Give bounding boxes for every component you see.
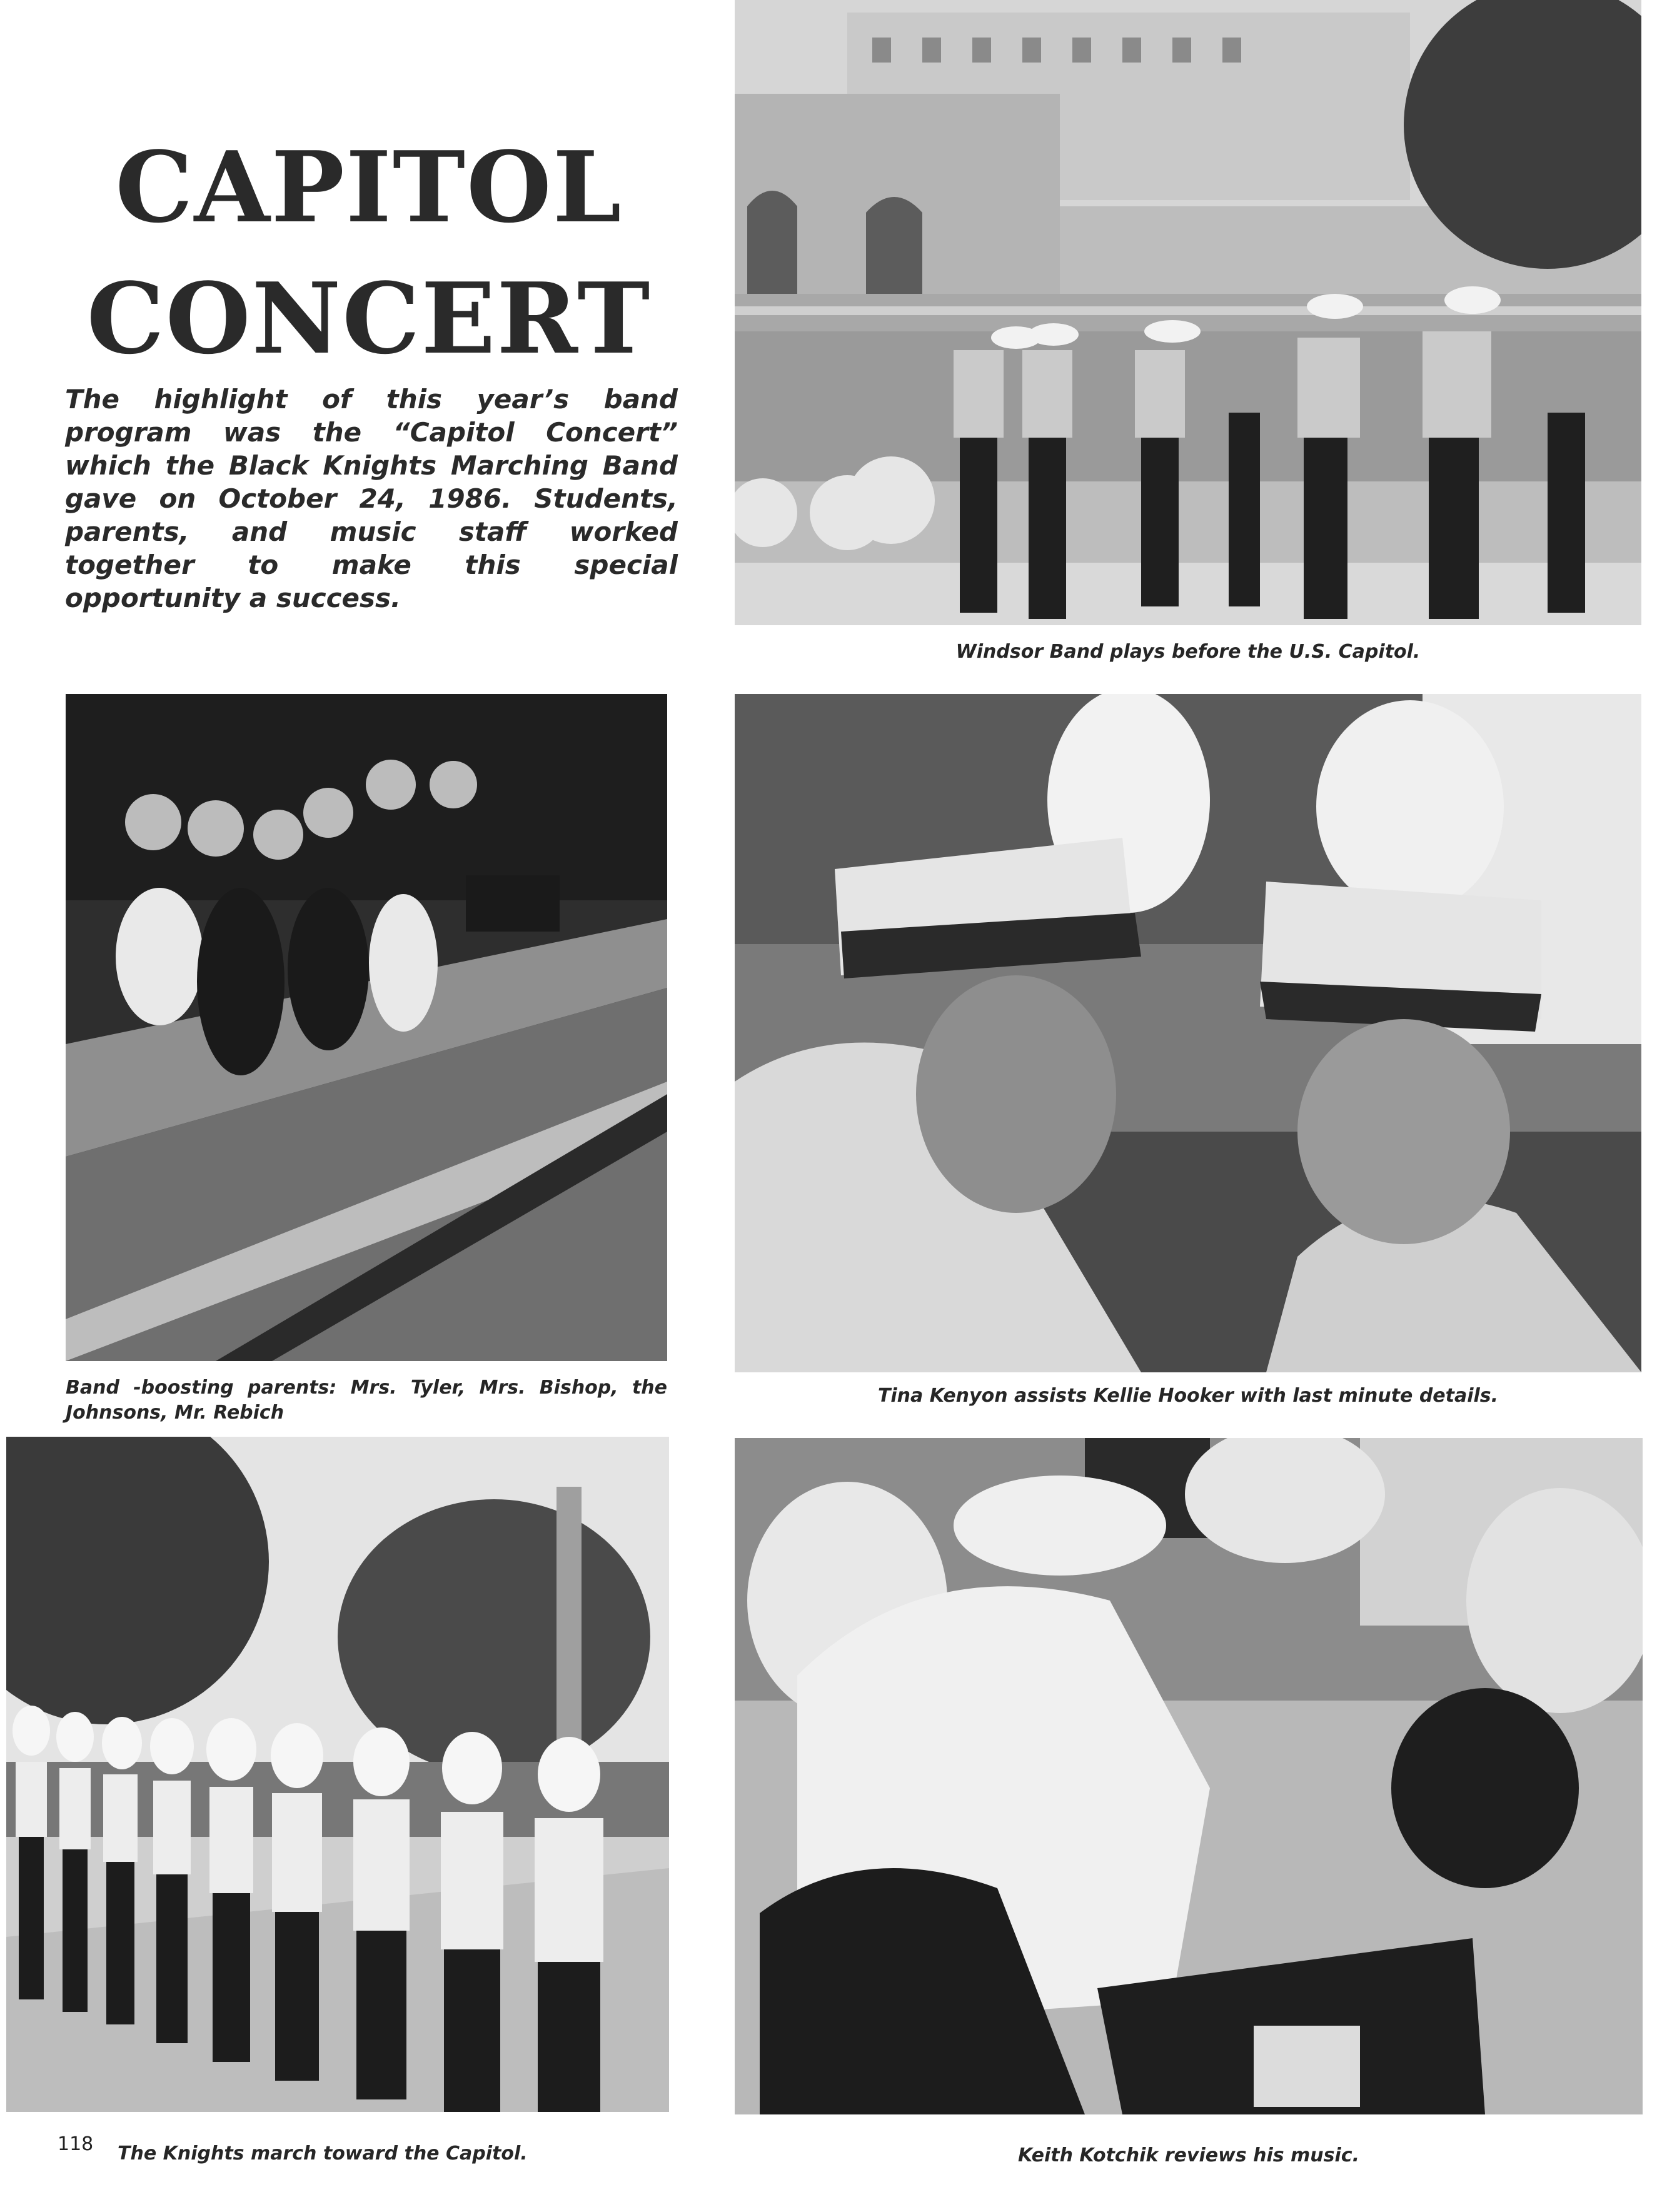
intro-paragraph: The highlight of this year’s band program was the “Capitol Concert” which the Black Knights Marching Band gave on October 24, 1986. Students, parents, and music staff worked together to make this special opportunity a success. <box>65 384 678 613</box>
keith-music-caption: Keith Kotchik reviews his music. <box>1018 2144 1359 2166</box>
parents-photo <box>66 694 667 1361</box>
keith-music-photo <box>735 1438 1643 2114</box>
uniform-assist-photo <box>735 694 1641 1372</box>
page-number: 118 <box>58 2133 94 2155</box>
page-title-line-2: CONCERT <box>86 261 652 376</box>
marching-band-caption: The Knights march toward the Capitol. <box>118 2143 528 2164</box>
page-title-line-1: CAPITOL <box>115 130 623 244</box>
capitol-band-photo <box>735 0 1641 625</box>
parents-photo-caption: Band -boosting parents: Mrs. Tyler, Mrs. Bishop, the Johnsons, Mr. Rebich <box>66 1377 667 1424</box>
capitol-photo-caption: Windsor Band plays before the U.S. Capitol. <box>955 641 1421 663</box>
uniform-assist-caption: Tina Kenyon assists Kellie Hooker with last minute details. <box>877 1385 1499 1407</box>
marching-band-photo <box>6 1437 669 2112</box>
